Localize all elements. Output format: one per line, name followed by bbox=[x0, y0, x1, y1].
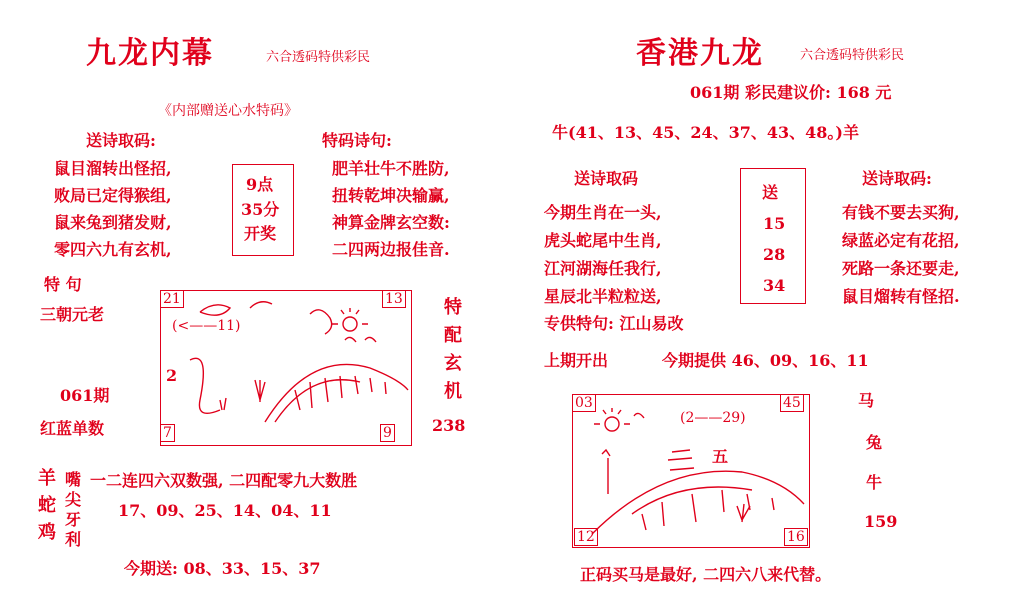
right-picture-corner-bl: 12 bbox=[574, 528, 598, 546]
left-special-phrase: 三朝元老 bbox=[40, 305, 105, 324]
right-last-open: 上期开出 bbox=[544, 351, 609, 370]
left-poem-right-heading: 特码诗句: bbox=[322, 131, 392, 150]
right-poem-left-line: 虎头蛇尾中生肖, bbox=[544, 231, 662, 250]
left-side-char: 机 bbox=[444, 381, 462, 402]
right-poem-right-line: 绿蓝必定有花招, bbox=[842, 231, 960, 250]
left-zodiac: 蛇 bbox=[38, 495, 56, 516]
right-poem-right-heading: 送诗取码: bbox=[862, 169, 932, 188]
right-send-number: 34 bbox=[763, 276, 786, 295]
right-side-animal: 兔 bbox=[866, 433, 883, 452]
left-poem-right-line: 二四两边报佳音. bbox=[332, 240, 450, 259]
right-poem-left-line: 江河湖海任我行, bbox=[544, 259, 662, 278]
left-poem-left-line: 鼠目溜转出怪招, bbox=[54, 159, 172, 178]
left-mouth-tip-char: 嘴 bbox=[64, 470, 81, 489]
right-picture-sketch-char: 五 bbox=[712, 447, 729, 466]
right-poem-left-line: 星辰北半粒粒送, bbox=[544, 287, 662, 306]
right-picture-corner-br: 16 bbox=[784, 528, 808, 546]
left-time-hour: 9点 bbox=[246, 175, 274, 194]
left-numbers-line: 17、09、25、14、04、11 bbox=[118, 501, 332, 520]
left-mouth-tip-column bbox=[62, 470, 84, 550]
left-title: 九龙内幕 bbox=[86, 36, 214, 71]
left-mouth-tip-char: 牙 bbox=[64, 510, 81, 529]
left-picture-corner-bl: 7 bbox=[160, 424, 175, 442]
left-zodiac: 鸡 bbox=[38, 522, 56, 543]
left-today-send: 今期送: 08、33、15、37 bbox=[124, 559, 321, 578]
left-picture-corner-tr: 13 bbox=[382, 290, 406, 308]
right-this-offer: 今期提供 46、09、16、11 bbox=[662, 351, 869, 370]
right-poem-right-line: 有钱不要去买狗, bbox=[842, 203, 960, 222]
left-side-number: 238 bbox=[432, 416, 466, 435]
left-picture-sketch-text: (<——11) bbox=[172, 318, 241, 334]
left-mouth-tip-char: 尖 bbox=[64, 490, 81, 509]
left-time-draw: 开奖 bbox=[244, 224, 277, 243]
left-special-label: 特 句 bbox=[44, 275, 82, 294]
right-side-number: 159 bbox=[864, 512, 898, 531]
left-time-minute: 35分 bbox=[241, 200, 280, 219]
left-picture-corner-tl: 21 bbox=[160, 290, 184, 308]
left-poem-right-line: 肥羊壮牛不胜防, bbox=[332, 159, 450, 178]
left-picture-corner-br: 9 bbox=[380, 424, 395, 442]
left-picture-sketch bbox=[160, 290, 412, 446]
right-footer: 正码买马是最好, 二四六八来代替。 bbox=[580, 565, 832, 584]
right-title: 香港九龙 bbox=[636, 36, 764, 71]
right-send-number: 28 bbox=[763, 245, 786, 264]
right-poem-left-heading: 送诗取码 bbox=[574, 169, 639, 188]
right-send-label: 送 bbox=[762, 183, 779, 202]
left-poem-left-line: 零四六九有玄机, bbox=[54, 240, 172, 259]
right-picture-corner-tl: 03 bbox=[572, 394, 596, 412]
left-mouth-tip-char: 利 bbox=[64, 530, 81, 549]
right-poem-right-line: 鼠目熘转有怪招. bbox=[842, 287, 960, 306]
left-poem-left-heading: 送诗取码: bbox=[86, 131, 156, 150]
right-animals-line: 牛(41、13、45、24、37、43、48。)羊 bbox=[552, 123, 860, 142]
right-poem-right-line: 死路一条还要走, bbox=[842, 259, 960, 278]
left-zodiac-column bbox=[36, 465, 58, 546]
right-subtitle: 六合透码特供彩民 bbox=[800, 48, 905, 63]
right-poem-left-line: 今期生肖在一头, bbox=[544, 203, 662, 222]
right-picture-sketch bbox=[572, 394, 810, 548]
left-red-blue: 红蓝单数 bbox=[40, 419, 105, 438]
left-poem-right-line: 扭转乾坤决输赢, bbox=[332, 186, 450, 205]
left-picture-mid-number: 2 bbox=[166, 366, 178, 385]
right-side-animal: 牛 bbox=[866, 473, 883, 492]
right-side-animal: 马 bbox=[858, 391, 875, 410]
left-poem-left-line: 败局已定得猴组, bbox=[54, 186, 172, 205]
left-poem-left-line: 鼠来兔到猪发财, bbox=[54, 213, 172, 232]
left-hint: 一二连四六双数强, 二四配零九大数胜 bbox=[90, 471, 358, 490]
left-poem-right-line: 神算金牌玄空数: bbox=[332, 213, 450, 232]
left-side-char: 配 bbox=[444, 325, 462, 346]
left-side-char: 玄 bbox=[444, 353, 462, 374]
right-picture-sketch-text: (2——29) bbox=[680, 410, 746, 426]
left-zodiac: 羊 bbox=[38, 468, 56, 489]
right-special-line: 专供特句: 江山易改 bbox=[544, 314, 684, 333]
left-inner-note: 《内部赠送心水特码》 bbox=[158, 103, 298, 119]
left-side-char: 特 bbox=[444, 297, 462, 318]
right-period-price: 061期 彩民建议价: 168 元 bbox=[690, 83, 892, 102]
right-picture-corner-tr: 45 bbox=[780, 394, 804, 412]
right-send-number: 15 bbox=[763, 214, 786, 233]
left-side-vertical bbox=[442, 294, 464, 406]
left-period: 061期 bbox=[60, 386, 110, 405]
left-subtitle: 六合透码特供彩民 bbox=[266, 50, 371, 65]
